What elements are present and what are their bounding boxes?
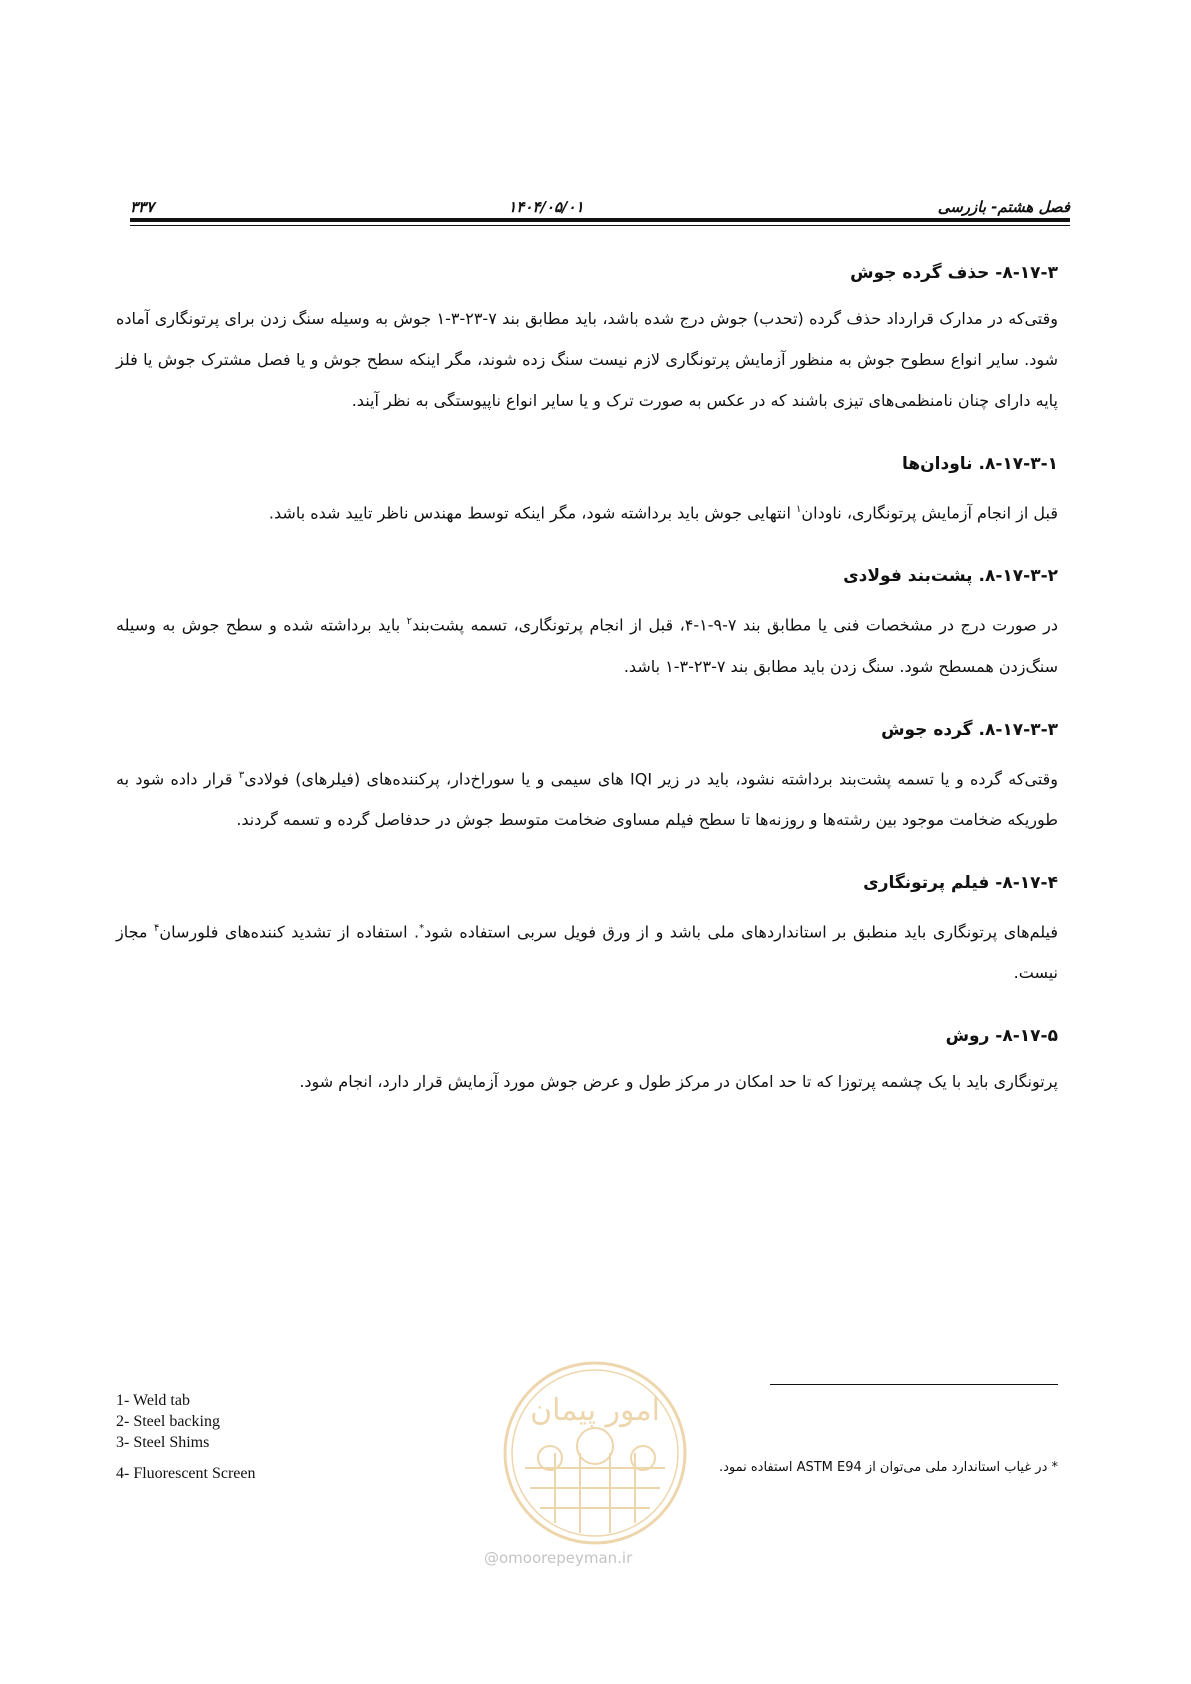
- footnote-ref: ۱: [796, 504, 802, 515]
- section-paragraph: وقتی‌که در مدارک قرارداد حذف گرده (تحدب) جوش درج شده باشد، باید مطابق بند ۷-۲۳-۳-۱ جوش به وسیله سنگ زدن برای پرتونگاری آماده شود. سایر انواع سطوح جوش به منظور آزمایش پرتونگاری لازم نیست سنگ زده شوند، مگر اینکه سطح جوش و یا فصل مشترک جوش یا فلز پایه دارای چنان نامنظمی‌های تیزی باشند که در عکس به صورت ترک و یا سایر انواع ناپیوستگی به نظر آیند.: [116, 309, 1058, 410]
- footnote-ref-star: *: [419, 922, 425, 934]
- section-heading: ۸-۱۷-۳- حذف گرده جوش: [850, 263, 1058, 283]
- section-paragraph: وقتی‌که گرده و یا تسمه پشت‌بند برداشته نشود، باید در زیر IQI های سیمی و یا سوراخ‌دار، پرکننده‌های (فیلرهای) فولادی$^۳$ قرار داده شود به طوریکه ضخامت موجود بین رشته‌ها و روزنه‌ها تا سطح فیلم مساوی ضخامت متوسط جوش در حدفاصل گرده و تسمه گردند.: [116, 768, 1059, 829]
- footnote: 2- Steel backing: [116, 1413, 220, 1430]
- watermark-logo: [495, 1358, 695, 1552]
- footnote-ref: ۲: [406, 616, 412, 628]
- section-heading: ۸-۱۷-۵- روش: [945, 1026, 1058, 1047]
- chapter-title: فصل هشتم- بازرسی: [937, 198, 1070, 216]
- section-paragraph: پرتونگاری باید با یک چشمه پرتوزا که تا حد امکان در مرکز طول و عرض جوش مورد آزمایش قرار دارد، انجام شود.: [299, 1072, 1058, 1092]
- page-header: [130, 188, 1070, 216]
- document-body: [116, 256, 1058, 1102]
- section-paragraph: فیلم‌های پرتونگاری باید منطبق بر استانداردهای ملی باشد و از ورق فویل سربی استفاده شود*. استفاده از تشدید کننده‌های فلورسان$^۴$ مجاز نیست.: [116, 922, 1058, 983]
- section-heading: ۸-۱۷-۳-۲. پشت‌بند فولادی: [843, 566, 1058, 587]
- section-heading: ۸-۱۷-۴- فیلم پرتونگاری: [863, 872, 1058, 893]
- footnote-ref: ۴: [154, 922, 160, 934]
- footnote: 1- Weld tab: [116, 1392, 190, 1409]
- section-paragraph: قبل از انجام آزمایش پرتونگاری، ناودان$^۱$ انتهایی جوش باید برداشته شود، مگر اینکه توسط مهندس ناظر تایید شده باشد.: [268, 503, 1058, 523]
- footnote-separator: [770, 1384, 1058, 1385]
- header-date: ۱۴۰۴/۰۵/۰۱: [508, 198, 584, 216]
- footnotes-english: [116, 1390, 256, 1484]
- section-heading: ۸-۱۷-۳-۱. ناودان‌ها: [902, 454, 1058, 474]
- footnote-persian: * در غیاب استاندارد ملی می‌توان از ASTM E94 استفاده نمود.: [718, 1460, 1058, 1475]
- watermark-url: @omoorepeyman.ir: [484, 1549, 633, 1567]
- logo-text: امور پیمان: [530, 1393, 660, 1428]
- section-paragraph: در صورت درج در مشخصات فنی یا مطابق بند ۷-۹-۱-۴، قبل از انجام پرتونگاری، تسمه پشت‌بند$^۲$ باید برداشته شده و سطح جوش به وسیله سنگ‌زدن همسطح شود. سنگ زدن باید مطابق بند ۷-۲۳-۳-۱ باشد.: [116, 615, 1059, 676]
- seal-icon: [495, 1358, 695, 1548]
- footnote: 3- Steel Shims: [116, 1434, 210, 1451]
- footnote-ref: ۳: [238, 769, 245, 781]
- footnote: 4- Fluorescent Screen: [116, 1465, 256, 1482]
- section-heading: ۸-۱۷-۳-۳. گرده جوش: [881, 719, 1058, 740]
- header-rule-thick: [130, 218, 1070, 222]
- header-rule-thin: [130, 225, 1070, 226]
- page-number: ۳۳۷: [130, 198, 155, 216]
